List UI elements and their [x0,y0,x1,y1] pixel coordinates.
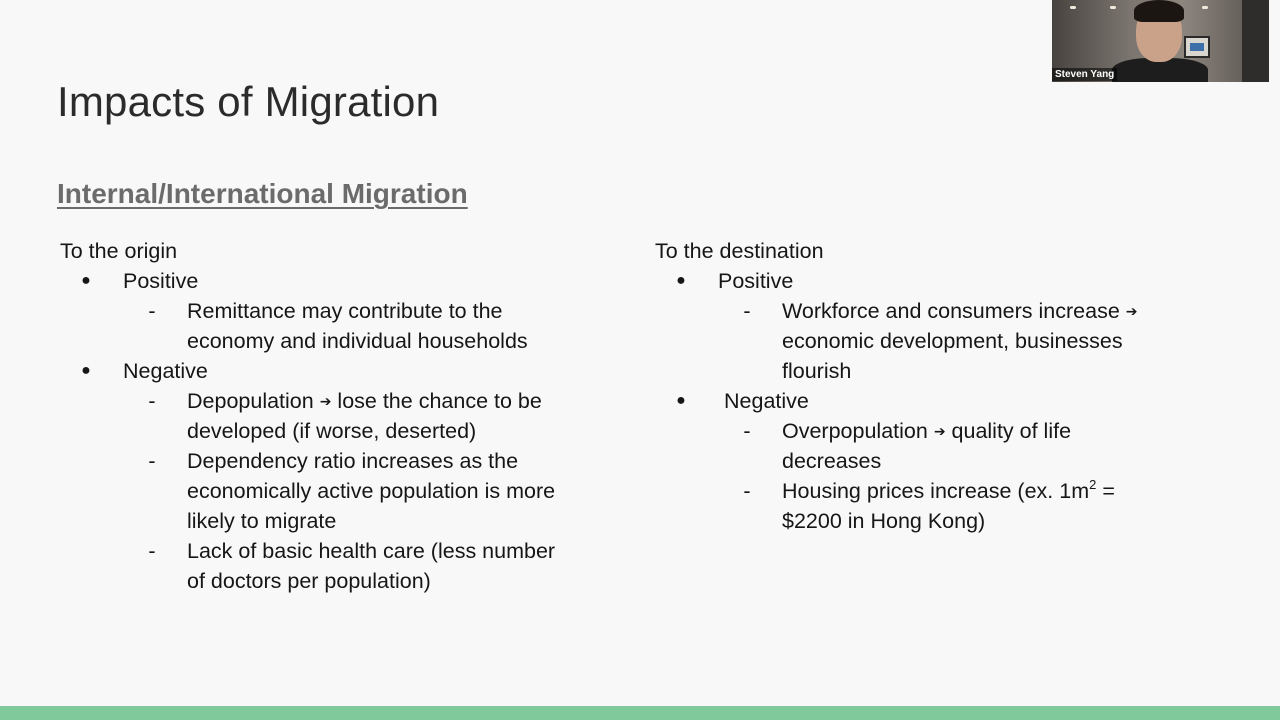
wall-picture [1184,36,1210,58]
origin-positive-bullet [60,266,630,296]
destination-negative-item [655,476,1215,536]
item-text: decreases [782,449,882,473]
item-text: of doctors per population) [187,569,431,593]
destination-negative-item [655,416,1215,476]
bullet-dot-icon [674,266,688,296]
origin-heading: To the origin [60,239,178,263]
destination-positive-item [655,296,1215,386]
slide-subtitle: Internal/International Migration [57,178,468,209]
item-text: flourish [782,359,852,383]
dash-icon [742,476,752,506]
slide-title: Impacts of Migration [57,78,440,125]
origin-negative-label: Negative [123,359,208,383]
item-text: economic development, businesses [782,329,1123,353]
origin-negative-item [60,446,630,536]
dash-icon [147,536,157,566]
doorway [1242,0,1269,82]
bullet-dot-icon [79,266,93,296]
origin-negative-item [60,536,630,596]
item-text: Remittance may contribute to the [187,299,503,323]
destination-positive-bullet [655,266,1215,296]
item-text: Overpopulation [782,419,928,443]
origin-column [60,236,630,596]
arrow-right-icon: ➔ [1125,303,1138,319]
origin-negative-bullet [60,356,630,386]
item-text: likely to migrate [187,509,337,533]
destination-column [655,236,1215,536]
item-text: economically active population is more [187,479,556,503]
arrow-right-icon: ➔ [933,423,946,439]
item-text: developed (if worse, deserted) [187,419,477,443]
participant-name-label: Steven Yang [1052,68,1117,81]
participant-hair [1134,0,1184,22]
dash-icon [742,416,752,446]
item-text: quality of life [951,419,1072,443]
arrow-right-icon: ➔ [319,393,332,409]
item-text: Lack of basic health care (less number [187,539,556,563]
item-text: lose the chance to be [337,389,542,413]
origin-positive-item [60,296,630,356]
destination-negative-bullet [655,386,1215,416]
dash-icon [147,296,157,326]
bullet-dot-icon [674,386,688,416]
dash-icon [742,296,752,326]
item-text: $2200 in Hong Kong) [782,509,986,533]
item-text: Dependency ratio increases as the [187,449,519,473]
bottom-accent-bar [0,706,1280,720]
participant-video-tile[interactable] [1052,0,1269,82]
dash-icon [147,386,157,416]
destination-heading: To the destination [655,239,824,263]
item-text: = [1096,479,1115,503]
superscript: 2 [1089,477,1097,492]
origin-positive-label: Positive [123,269,199,293]
item-text: Housing prices increase (ex. 1m [782,479,1090,503]
item-text: Depopulation [187,389,314,413]
origin-negative-item [60,386,630,446]
ceiling-light [1110,6,1116,9]
item-text: economy and individual households [187,329,528,353]
destination-negative-label: Negative [724,389,809,413]
ceiling-light [1202,6,1208,9]
destination-positive-label: Positive [718,269,794,293]
ceiling-light [1070,6,1076,9]
bullet-dot-icon [79,356,93,386]
dash-icon [147,446,157,476]
item-text: Workforce and consumers increase [782,299,1120,323]
